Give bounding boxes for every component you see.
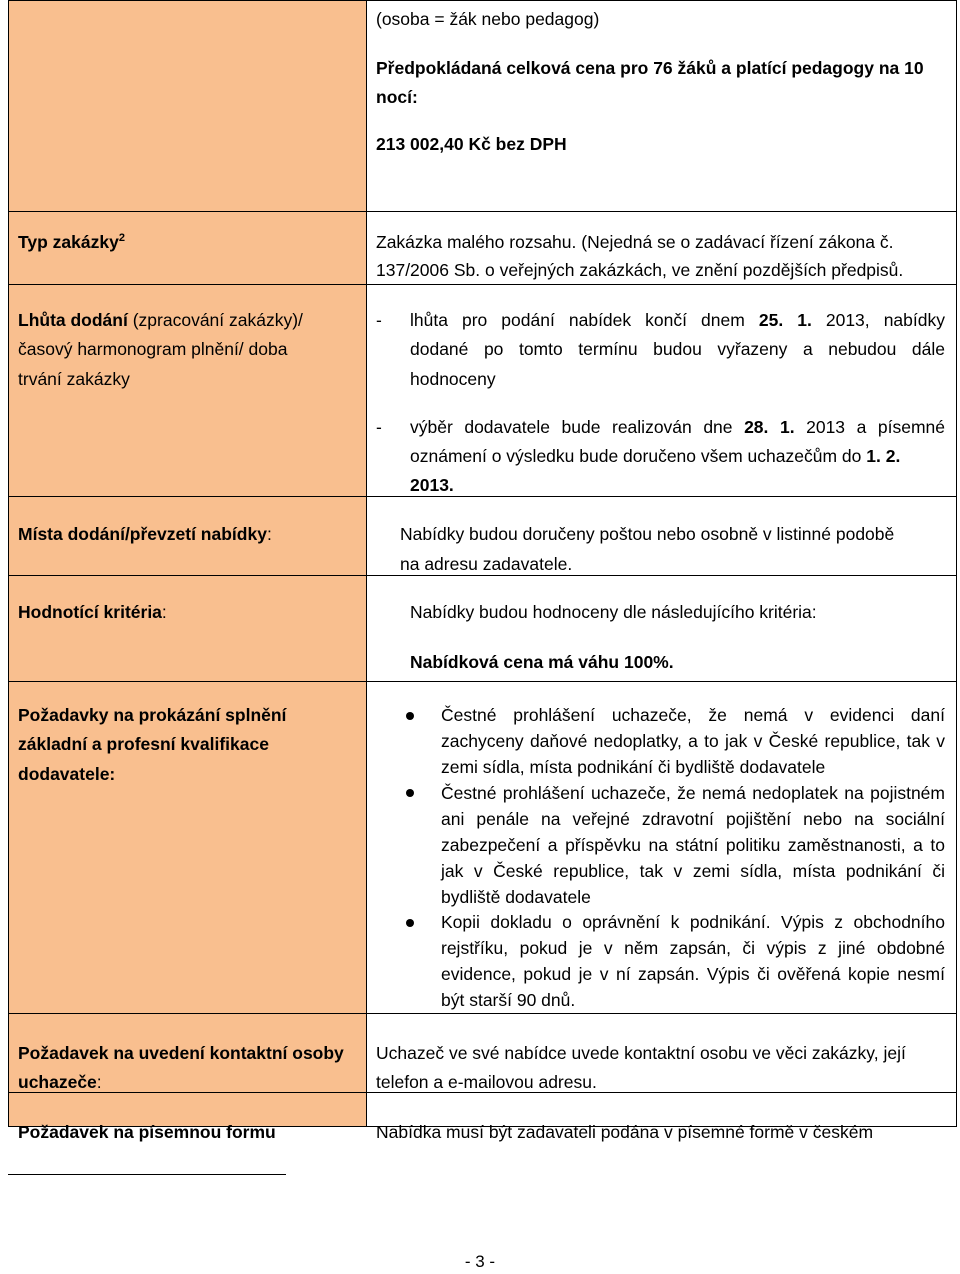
mista-value-line-1: Nabídky budou doručeny poštou nebo osobně v listinné podobě bbox=[400, 524, 895, 544]
page-number: - 3 - bbox=[464, 1252, 496, 1271]
lhuta-item2-line-3: 2013. bbox=[410, 475, 454, 495]
lhuta-deadline-date: 25. 1. bbox=[758, 310, 812, 330]
lhuta-item2-line-2 bbox=[410, 443, 900, 469]
lhuta-label-line-2: časový harmonogram plnění/ doba bbox=[18, 339, 288, 359]
bullet-icon bbox=[406, 789, 414, 797]
lhuta-item2-line-1 bbox=[410, 414, 945, 440]
lhuta-item2-dash: - bbox=[376, 417, 382, 437]
lhuta-selection-date: 28. 1. bbox=[744, 417, 795, 437]
mista-label bbox=[18, 521, 272, 547]
total-price-line-2: nocí: bbox=[376, 87, 418, 107]
lhuta-item2-text-line2: oznámení o výsledku bude doručeno všem uchazečům do bbox=[410, 446, 867, 466]
lhuta-label-rest: (zpracování zakázky)/ bbox=[127, 310, 303, 330]
pozadavky-label-line-1: Požadavky na prokázání splnění bbox=[18, 705, 287, 725]
pozadavky-label-line-3: dodavatele: bbox=[18, 764, 116, 784]
hodnotici-label bbox=[18, 599, 167, 625]
pozadavky-label-line-2: základní a profesní kvalifikace bbox=[18, 734, 269, 754]
typ-value-line-1: Zakázka malého rozsahu. (Nejedná se o zadávací řízení zákona č. bbox=[376, 232, 894, 252]
typ-footnote-ref: 2 bbox=[118, 232, 125, 245]
kontakt-label-line-1: Požadavek na uvedení kontaktní osoby bbox=[18, 1043, 344, 1063]
footnote-separator bbox=[8, 1174, 286, 1175]
qualification-item-1: Čestné prohlášení uchazeče, že nemá v evidenci daní zachyceny daňové nedoplatky, a to jak v České republice, tak v zemi sídla, místa podnikání či bydliště dodavatele bbox=[441, 705, 945, 777]
lhuta-label-line-3: trvání zakázky bbox=[18, 369, 130, 389]
price-label-cell bbox=[9, 1, 367, 212]
forma-label: Požadavek na písemnou formu bbox=[18, 1122, 276, 1142]
lhuta-item1-text-a: lhůta pro podání nabídek končí dnem bbox=[410, 310, 759, 330]
kontakt-label-line-2 bbox=[18, 1069, 102, 1095]
lhuta-item1-line-2: dodané po tomto termínu budou vyřazeny a nebudou dále bbox=[410, 339, 945, 359]
typ-label-text: Typ zakázky bbox=[18, 232, 119, 252]
hodnotici-label-rest: : bbox=[161, 602, 167, 622]
hodnotici-label-cell bbox=[9, 576, 367, 682]
qualification-item-3: Kopii dokladu o oprávnění k podnikání. Výpis z obchodního rejstříku, pokud je v něm zapsán, či výpis z jiné obdobné evidence, pokud je v ní zapsán. Výpis či ověřená kopie nesmí být starší 90 dnů. bbox=[441, 912, 945, 1010]
qualification-item-2: Čestné prohlášení uchazeče, že nemá nedoplatek na pojistném ani penále na veřejné zdravotní pojištění nebo na sociální zabezpečení a příspěvku na státní politiku zaměstnanosti, a to jak v České republice, tak v zemi sídla, místa podnikání či bydliště dodavatele bbox=[441, 783, 945, 907]
lhuta-label-line-1 bbox=[18, 307, 303, 333]
typ-value-line-2: 137/2006 Sb. o veřejných zakázkách, ve znění pozdějších předpisů. bbox=[376, 260, 904, 280]
lhuta-item2-text-c: 2013 a písemné bbox=[794, 417, 945, 437]
lhuta-label-bold: Lhůta dodání bbox=[18, 310, 128, 330]
hodnotici-label-bold: Hodnotící kritéria bbox=[18, 602, 162, 622]
mista-label-bold: Místa dodání/převzetí nabídky bbox=[18, 524, 267, 544]
lhuta-item1-line-1 bbox=[410, 307, 945, 333]
lhuta-item1-text-c: 2013, nabídky bbox=[811, 310, 945, 330]
mista-label-rest: : bbox=[266, 524, 272, 544]
kontakt-value-line-1: Uchazeč ve své nabídce uvede kontaktní osobu ve věci zakázky, její bbox=[376, 1043, 906, 1063]
price-value-cell bbox=[367, 1, 957, 212]
total-price-amount: 213 002,40 Kč bez DPH bbox=[376, 134, 567, 154]
lhuta-item2-text-a: výběr dodavatele bude realizován dne bbox=[410, 417, 745, 437]
total-price-line-1: Předpokládaná celková cena pro 76 žáků a platící pedagogy na 10 bbox=[376, 58, 924, 78]
lhuta-item1-line-3: hodnoceny bbox=[410, 369, 496, 389]
kontakt-value-line-2: telefon a e-mailovou adresu. bbox=[376, 1072, 597, 1092]
mista-value-line-2: na adresu zadavatele. bbox=[400, 554, 573, 574]
kontakt-label-rest: : bbox=[96, 1072, 102, 1092]
kontakt-label-bold: uchazeče bbox=[18, 1072, 97, 1092]
person-note: (osoba = žák nebo pedagog) bbox=[376, 9, 600, 29]
hodnotici-value-line-2: Nabídková cena má váhu 100%. bbox=[410, 652, 674, 672]
lhuta-notice-date: 1. 2. bbox=[866, 446, 901, 466]
bullet-icon bbox=[406, 712, 414, 720]
typ-label bbox=[18, 229, 125, 255]
lhuta-item1-dash: - bbox=[376, 310, 382, 330]
bullet-icon bbox=[406, 919, 414, 927]
hodnotici-value-line-1: Nabídky budou hodnoceny dle následujícího kritéria: bbox=[410, 602, 817, 622]
forma-value: Nabídka musí být zadavateli podána v písemné formě v českém bbox=[376, 1122, 874, 1142]
